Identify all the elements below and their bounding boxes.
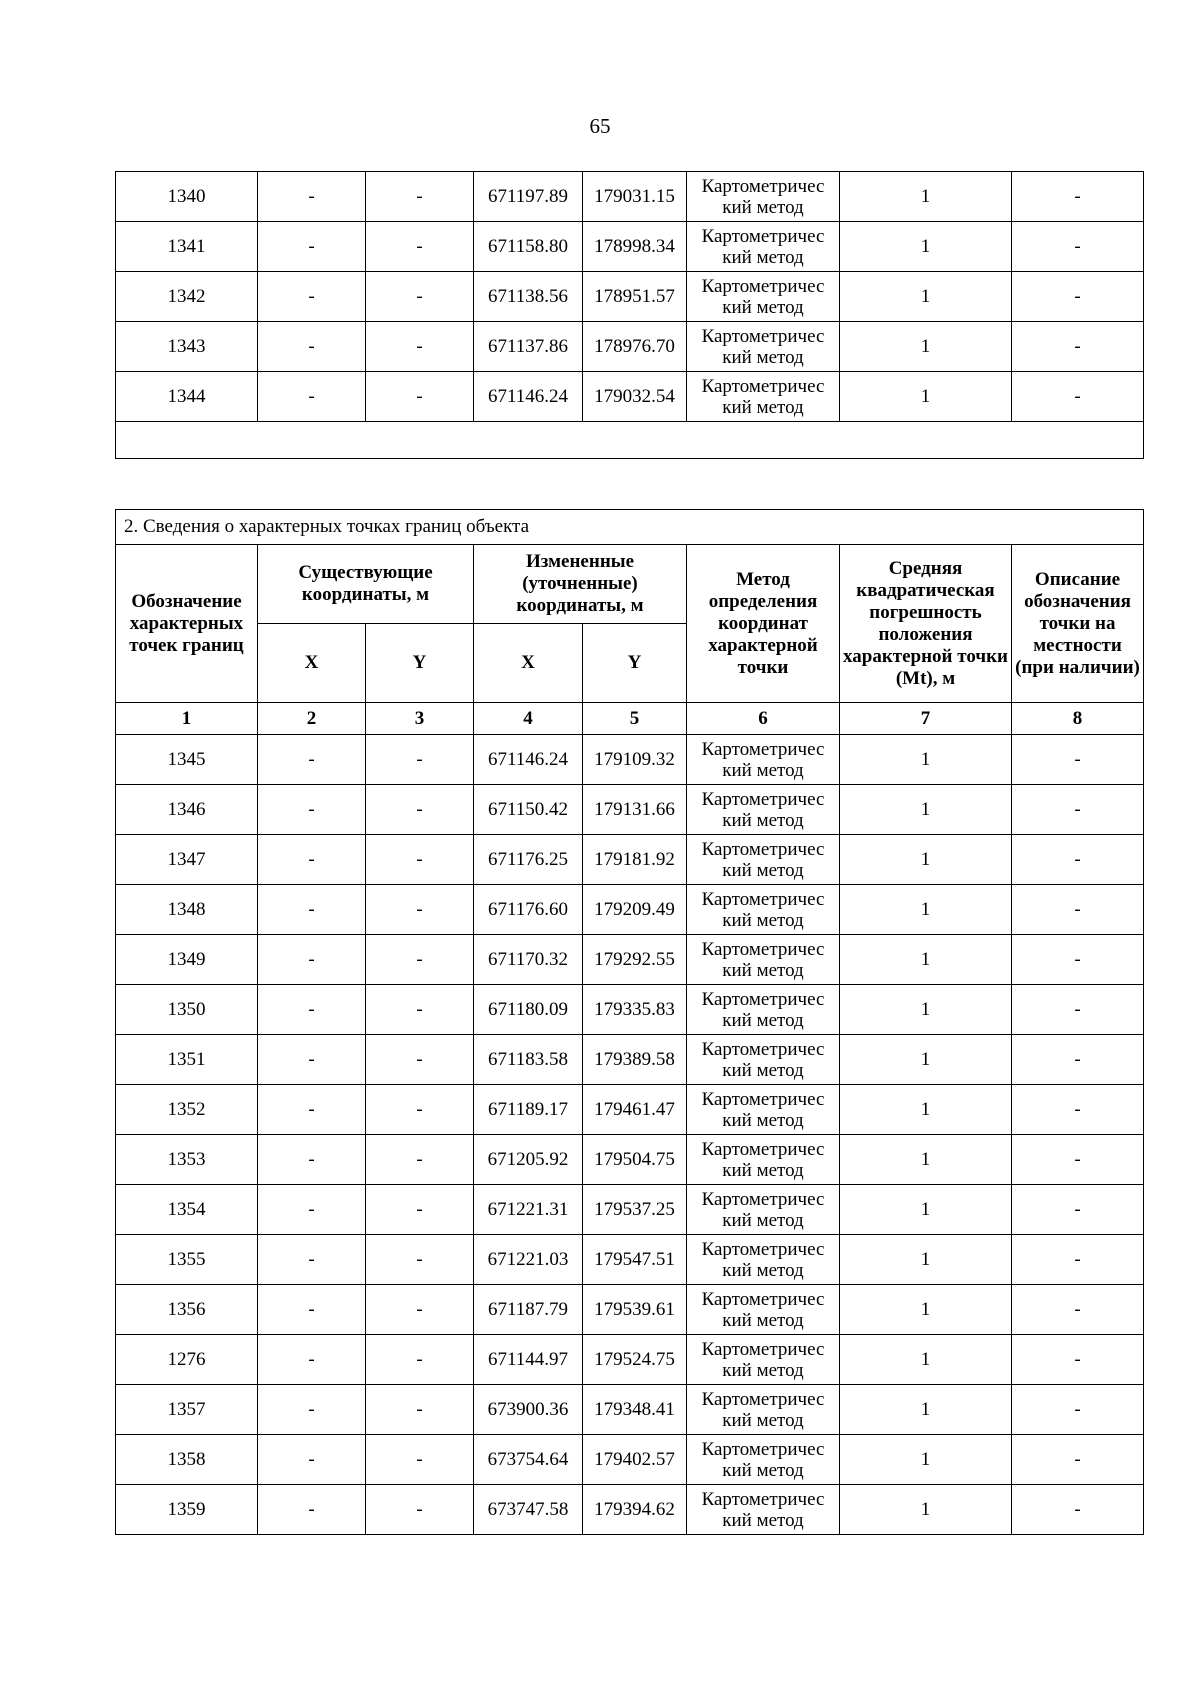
existing-x-cell: - (258, 835, 366, 885)
point-id-cell: 1358 (116, 1435, 258, 1485)
existing-x-cell: - (258, 1035, 366, 1085)
column-number: 1 (116, 703, 258, 735)
header-existing-coordinates: Существующие координаты, м (258, 545, 474, 624)
method-cell: Картометричес кий метод (687, 735, 840, 785)
existing-y-cell: - (366, 1035, 474, 1085)
existing-y-cell: - (366, 1335, 474, 1385)
changed-x-cell: 671176.25 (474, 835, 583, 885)
existing-y-cell: - (366, 935, 474, 985)
changed-x-cell: 671221.03 (474, 1235, 583, 1285)
changed-y-cell: 179402.57 (583, 1435, 687, 1485)
existing-x-cell: - (258, 735, 366, 785)
column-number: 4 (474, 703, 583, 735)
accuracy-cell: 1 (840, 985, 1012, 1035)
method-cell: Картометричес кий метод (687, 885, 840, 935)
table-row (116, 1485, 1144, 1535)
changed-y-cell: 179109.32 (583, 735, 687, 785)
existing-y-cell: - (366, 885, 474, 935)
table-row (116, 222, 1144, 272)
method-cell: Картометричес кий метод (687, 172, 840, 222)
changed-y-cell: 178951.57 (583, 272, 687, 322)
accuracy-cell: 1 (840, 1135, 1012, 1185)
table-row (116, 1085, 1144, 1135)
method-cell: Картометричес кий метод (687, 1235, 840, 1285)
changed-x-cell: 671221.31 (474, 1185, 583, 1235)
method-cell: Картометричес кий метод (687, 1285, 840, 1335)
method-cell: Картометричес кий метод (687, 222, 840, 272)
existing-x-cell: - (258, 935, 366, 985)
accuracy-cell: 1 (840, 1085, 1012, 1135)
header-existing-x: X (258, 624, 366, 703)
changed-y-cell: 179292.55 (583, 935, 687, 985)
changed-y-cell: 179461.47 (583, 1085, 687, 1135)
changed-x-cell: 671146.24 (474, 372, 583, 422)
table-row (116, 785, 1144, 835)
table-row (116, 1435, 1144, 1485)
existing-y-cell: - (366, 1185, 474, 1235)
coordinates-table-continued (115, 171, 1144, 459)
method-cell: Картометричес кий метод (687, 372, 840, 422)
changed-y-cell: 179524.75 (583, 1335, 687, 1385)
method-cell: Картометричес кий метод (687, 835, 840, 885)
table-row (116, 1385, 1144, 1435)
method-cell: Картометричес кий метод (687, 272, 840, 322)
existing-y-cell: - (366, 1485, 474, 1535)
point-id-cell: 1359 (116, 1485, 258, 1535)
description-cell: - (1012, 735, 1144, 785)
column-number: 8 (1012, 703, 1144, 735)
changed-x-cell: 671144.97 (474, 1335, 583, 1385)
method-cell: Картометричес кий метод (687, 935, 840, 985)
existing-y-cell: - (366, 322, 474, 372)
existing-x-cell: - (258, 985, 366, 1035)
existing-x-cell: - (258, 172, 366, 222)
accuracy-cell: 1 (840, 1185, 1012, 1235)
point-id-cell: 1351 (116, 1035, 258, 1085)
point-id-cell: 1340 (116, 172, 258, 222)
header-designation: Обозначение характерных точек границ (116, 545, 258, 703)
changed-x-cell: 671183.58 (474, 1035, 583, 1085)
point-id-cell: 1356 (116, 1285, 258, 1335)
description-cell: - (1012, 1435, 1144, 1485)
accuracy-cell: 1 (840, 885, 1012, 935)
header-changed-x: X (474, 624, 583, 703)
table-row (116, 885, 1144, 935)
accuracy-cell: 1 (840, 1385, 1012, 1435)
existing-y-cell: - (366, 1135, 474, 1185)
description-cell: - (1012, 1235, 1144, 1285)
table-row (116, 935, 1144, 985)
accuracy-cell: 1 (840, 372, 1012, 422)
accuracy-cell: 1 (840, 1235, 1012, 1285)
header-accuracy: Средняя квадратическая погрешность положения характерной точки (Mt), м (840, 545, 1012, 703)
changed-x-cell: 671137.86 (474, 322, 583, 372)
existing-y-cell: - (366, 1085, 474, 1135)
existing-x-cell: - (258, 1285, 366, 1335)
existing-x-cell: - (258, 1335, 366, 1385)
accuracy-cell: 1 (840, 935, 1012, 985)
table-row (116, 372, 1144, 422)
description-cell: - (1012, 272, 1144, 322)
existing-x-cell: - (258, 785, 366, 835)
existing-y-cell: - (366, 272, 474, 322)
method-cell: Картометричес кий метод (687, 1185, 840, 1235)
accuracy-cell: 1 (840, 322, 1012, 372)
point-id-cell: 1348 (116, 885, 258, 935)
table-row (116, 172, 1144, 222)
point-id-cell: 1353 (116, 1135, 258, 1185)
point-id-cell: 1342 (116, 272, 258, 322)
changed-x-cell: 671189.17 (474, 1085, 583, 1135)
header-changed-coordinates: Измененные (уточненные) координаты, м (474, 545, 687, 624)
existing-y-cell: - (366, 372, 474, 422)
method-cell: Картометричес кий метод (687, 1085, 840, 1135)
changed-x-cell: 673747.58 (474, 1485, 583, 1535)
changed-y-cell: 179335.83 (583, 985, 687, 1035)
column-number: 3 (366, 703, 474, 735)
existing-y-cell: - (366, 735, 474, 785)
point-id-cell: 1355 (116, 1235, 258, 1285)
column-number: 2 (258, 703, 366, 735)
description-cell: - (1012, 1035, 1144, 1085)
table-row (116, 1235, 1144, 1285)
table-row (116, 272, 1144, 322)
description-cell: - (1012, 835, 1144, 885)
main-table-body (116, 735, 1144, 1535)
method-cell: Картометричес кий метод (687, 985, 840, 1035)
description-cell: - (1012, 1085, 1144, 1135)
description-cell: - (1012, 1185, 1144, 1235)
existing-x-cell: - (258, 885, 366, 935)
point-id-cell: 1352 (116, 1085, 258, 1135)
existing-x-cell: - (258, 1085, 366, 1135)
changed-x-cell: 673900.36 (474, 1385, 583, 1435)
existing-x-cell: - (258, 1435, 366, 1485)
changed-x-cell: 671170.32 (474, 935, 583, 985)
top-table-body (116, 172, 1144, 422)
changed-y-cell: 179032.54 (583, 372, 687, 422)
accuracy-cell: 1 (840, 785, 1012, 835)
point-id-cell: 1354 (116, 1185, 258, 1235)
existing-y-cell: - (366, 1435, 474, 1485)
point-id-cell: 1346 (116, 785, 258, 835)
changed-x-cell: 671138.56 (474, 272, 583, 322)
point-id-cell: 1349 (116, 935, 258, 985)
changed-x-cell: 671205.92 (474, 1135, 583, 1185)
changed-x-cell: 671187.79 (474, 1285, 583, 1335)
point-id-cell: 1350 (116, 985, 258, 1035)
changed-x-cell: 671176.60 (474, 885, 583, 935)
accuracy-cell: 1 (840, 1335, 1012, 1385)
changed-x-cell: 671197.89 (474, 172, 583, 222)
description-cell: - (1012, 222, 1144, 272)
method-cell: Картометричес кий метод (687, 1435, 840, 1485)
table-row (116, 1185, 1144, 1235)
column-number: 7 (840, 703, 1012, 735)
method-cell: Картометричес кий метод (687, 1135, 840, 1185)
description-cell: - (1012, 985, 1144, 1035)
changed-y-cell: 179537.25 (583, 1185, 687, 1235)
accuracy-cell: 1 (840, 222, 1012, 272)
method-cell: Картометричес кий метод (687, 785, 840, 835)
changed-y-cell: 179394.62 (583, 1485, 687, 1535)
existing-x-cell: - (258, 372, 366, 422)
existing-y-cell: - (366, 785, 474, 835)
header-changed-y: Y (583, 624, 687, 703)
accuracy-cell: 1 (840, 735, 1012, 785)
accuracy-cell: 1 (840, 272, 1012, 322)
description-cell: - (1012, 1385, 1144, 1435)
description-cell: - (1012, 172, 1144, 222)
method-cell: Картометричес кий метод (687, 1385, 840, 1435)
changed-y-cell: 179031.15 (583, 172, 687, 222)
accuracy-cell: 1 (840, 1435, 1012, 1485)
existing-x-cell: - (258, 1385, 366, 1435)
accuracy-cell: 1 (840, 172, 1012, 222)
existing-x-cell: - (258, 1235, 366, 1285)
existing-y-cell: - (366, 172, 474, 222)
existing-y-cell: - (366, 985, 474, 1035)
accuracy-cell: 1 (840, 1485, 1012, 1535)
description-cell: - (1012, 372, 1144, 422)
changed-x-cell: 671180.09 (474, 985, 583, 1035)
existing-x-cell: - (258, 1185, 366, 1235)
table-row (116, 985, 1144, 1035)
table-row (116, 835, 1144, 885)
point-id-cell: 1344 (116, 372, 258, 422)
description-cell: - (1012, 785, 1144, 835)
point-id-cell: 1343 (116, 322, 258, 372)
changed-y-cell: 179181.92 (583, 835, 687, 885)
point-id-cell: 1276 (116, 1335, 258, 1385)
changed-y-cell: 179539.61 (583, 1285, 687, 1335)
table-row (116, 322, 1144, 372)
description-cell: - (1012, 1485, 1144, 1535)
point-id-cell: 1345 (116, 735, 258, 785)
changed-y-cell: 179547.51 (583, 1235, 687, 1285)
changed-x-cell: 671158.80 (474, 222, 583, 272)
changed-y-cell: 179389.58 (583, 1035, 687, 1085)
method-cell: Картометричес кий метод (687, 1335, 840, 1385)
header-description: Описание обозначения точки на местности (при наличии) (1012, 545, 1144, 703)
description-cell: - (1012, 1135, 1144, 1185)
existing-x-cell: - (258, 1485, 366, 1535)
existing-x-cell: - (258, 1135, 366, 1185)
header-method: Метод определения координат характерной точки (687, 545, 840, 703)
accuracy-cell: 1 (840, 835, 1012, 885)
changed-y-cell: 179209.49 (583, 885, 687, 935)
accuracy-cell: 1 (840, 1035, 1012, 1085)
description-cell: - (1012, 322, 1144, 372)
changed-y-cell: 179348.41 (583, 1385, 687, 1435)
point-id-cell: 1357 (116, 1385, 258, 1435)
column-number: 5 (583, 703, 687, 735)
existing-x-cell: - (258, 322, 366, 372)
existing-y-cell: - (366, 1235, 474, 1285)
point-id-cell: 1347 (116, 835, 258, 885)
changed-y-cell: 178976.70 (583, 322, 687, 372)
changed-x-cell: 671150.42 (474, 785, 583, 835)
header-existing-y: Y (366, 624, 474, 703)
method-cell: Картометричес кий метод (687, 1485, 840, 1535)
page-number: 65 (589, 114, 611, 138)
existing-y-cell: - (366, 835, 474, 885)
existing-y-cell: - (366, 222, 474, 272)
changed-x-cell: 673754.64 (474, 1435, 583, 1485)
point-id-cell: 1341 (116, 222, 258, 272)
accuracy-cell: 1 (840, 1285, 1012, 1335)
description-cell: - (1012, 1335, 1144, 1385)
method-cell: Картометричес кий метод (687, 322, 840, 372)
existing-y-cell: - (366, 1385, 474, 1435)
description-cell: - (1012, 1285, 1144, 1335)
changed-y-cell: 178998.34 (583, 222, 687, 272)
method-cell: Картометричес кий метод (687, 1035, 840, 1085)
column-numbers-row (116, 703, 1144, 735)
table-row (116, 1335, 1144, 1385)
description-cell: - (1012, 885, 1144, 935)
existing-x-cell: - (258, 272, 366, 322)
description-cell: - (1012, 935, 1144, 985)
changed-y-cell: 179504.75 (583, 1135, 687, 1185)
column-number: 6 (687, 703, 840, 735)
empty-row (116, 422, 1144, 459)
table-row (116, 735, 1144, 785)
changed-y-cell: 179131.66 (583, 785, 687, 835)
existing-y-cell: - (366, 1285, 474, 1335)
table-row (116, 1135, 1144, 1185)
table-title: 2. Сведения о характерных точках границ объекта (116, 510, 1144, 545)
existing-x-cell: - (258, 222, 366, 272)
table-row (116, 1285, 1144, 1335)
boundary-points-table (115, 509, 1144, 1535)
table-row (116, 1035, 1144, 1085)
changed-x-cell: 671146.24 (474, 735, 583, 785)
